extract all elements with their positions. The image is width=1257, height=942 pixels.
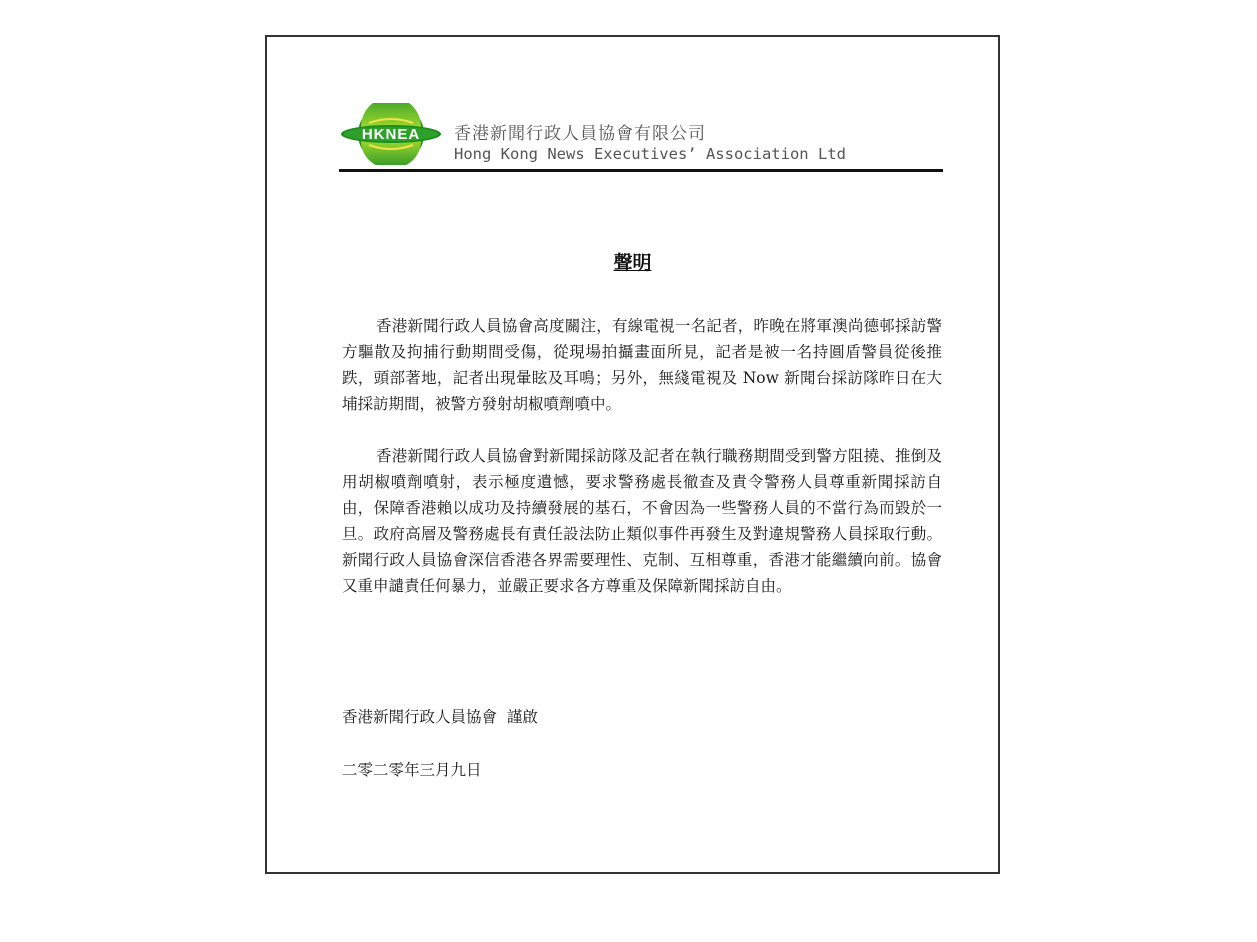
logo-text: HKNEA — [361, 126, 421, 143]
statement-title: 聲明 — [613, 252, 652, 274]
signature: 香港新聞行政人員協會 謹啟 — [342, 708, 538, 726]
statement-paragraph-2: 香港新聞行政人員協會對新聞採訪隊及記者在執行職務期間受到警方阻撓、推倒及用胡椒噴劑噴射，表示極度遺憾，要求警務處長徹查及責令警務人員尊重新聞採訪自由，保障香港賴以成功及持續發展的基石，不會因為一些警務人員的不當行為而毀於一旦。政府高層及警務處長有責任設法防止類似事件再發生及對違規警務人員採取行動。新聞行政人員協會深信香港各界需要理性、克制、互相尊重，香港才能繼續向前。協會又重申譴責任何暴力，並嚴正要求各方尊重及保障新聞採訪自由。 — [342, 447, 942, 595]
statement-date: 二零二零年三月九日 — [342, 761, 482, 779]
letterhead — [339, 103, 943, 173]
letterhead-divider — [339, 169, 943, 172]
org-name-english: Hong Kong News Executives’ Association Ltd — [454, 145, 846, 163]
statement-paragraph-1: 香港新聞行政人員協會高度關注，有線電視一名記者，昨晚在將軍澳尚德邨採訪警方驅散及拘捕行動期間受傷，從現場拍攝畫面所見，記者是被一名持圓盾警員從後推跌，頭部著地，記者出現暈眩及耳鳴；另外，無綫電視及 Now 新聞台採訪隊昨日在大埔採訪期間，被警方發射胡椒噴劑噴中。 — [342, 317, 942, 413]
org-name-chinese: 香港新聞行政人員協會有限公司 — [454, 124, 706, 144]
hknea-logo — [339, 103, 443, 165]
statement-page — [265, 35, 1000, 874]
